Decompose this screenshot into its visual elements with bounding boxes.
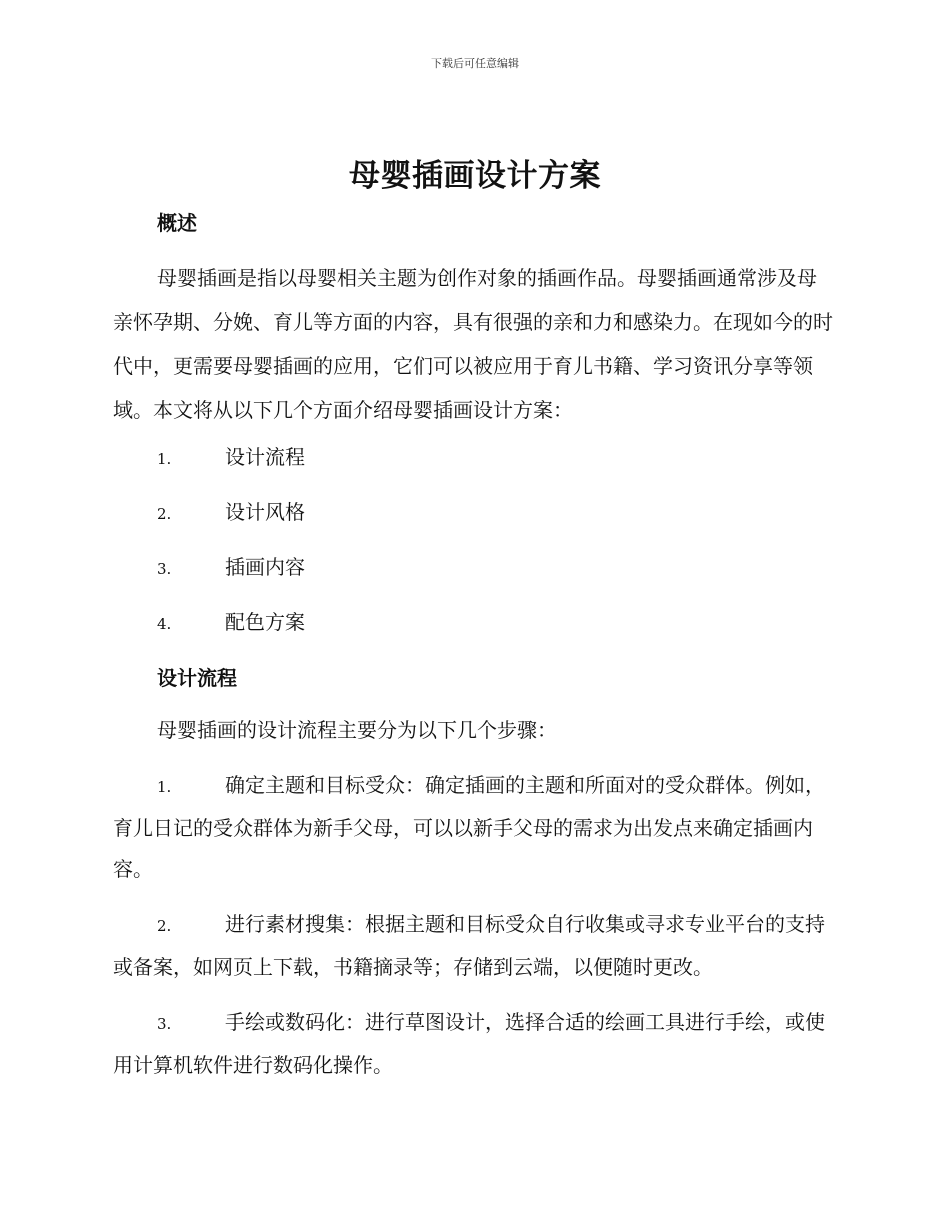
list-item-number: 1. [157,450,172,468]
process-step [113,904,833,988]
list-item-number: 2. [157,505,172,523]
list-item-text: 配色方案 [225,610,305,634]
step-number: 1. [157,778,172,796]
overview-paragraph: 母婴插画是指以母婴相关主题为创作对象的插画作品。母婴插画通常涉及母亲怀孕期、分娩、育儿等方面的内容，具有很强的亲和力和感染力。在现如今的时代中，更需要母婴插画的应用，它们可以被应用于育儿书籍、学习资讯分享等领域。本文将从以下几个方面介绍母婴插画设计方案： [113,266,833,422]
step-number: 3. [157,1015,172,1033]
list-item [157,550,305,586]
list-item [157,605,305,641]
list-item-number: 3. [157,560,172,578]
step-number: 2. [157,917,172,935]
list-item-text: 插画内容 [225,555,305,579]
list-item-text: 设计风格 [225,500,305,524]
process-intro: 母婴插画的设计流程主要分为以下几个步骤： [157,718,557,742]
process-step [113,765,833,890]
list-item-number: 4. [157,615,172,633]
section-heading-overview: 概述 [157,211,197,235]
step-text: 手绘或数码化：进行草图设计，选择合适的绘画工具进行手绘，或使用计算机软件进行数码化操作。 [113,1010,825,1077]
step-text: 确定主题和目标受众：确定插画的主题和所面对的受众群体。例如，育儿日记的受众群体为新手父母，可以以新手父母的需求为出发点来确定插画内容。 [113,773,825,881]
process-step [113,1002,833,1086]
list-item [157,440,305,476]
header-note: 下载后可任意编辑 [431,57,519,70]
section-heading-process: 设计流程 [157,666,237,690]
list-item-text: 设计流程 [225,445,305,469]
list-item [157,495,305,531]
document-title: 母婴插画设计方案 [349,158,601,194]
step-text: 进行素材搜集：根据主题和目标受众自行收集或寻求专业平台的支持或备案，如网页上下载，书籍摘录等；存储到云端，以便随时更改。 [113,912,825,979]
